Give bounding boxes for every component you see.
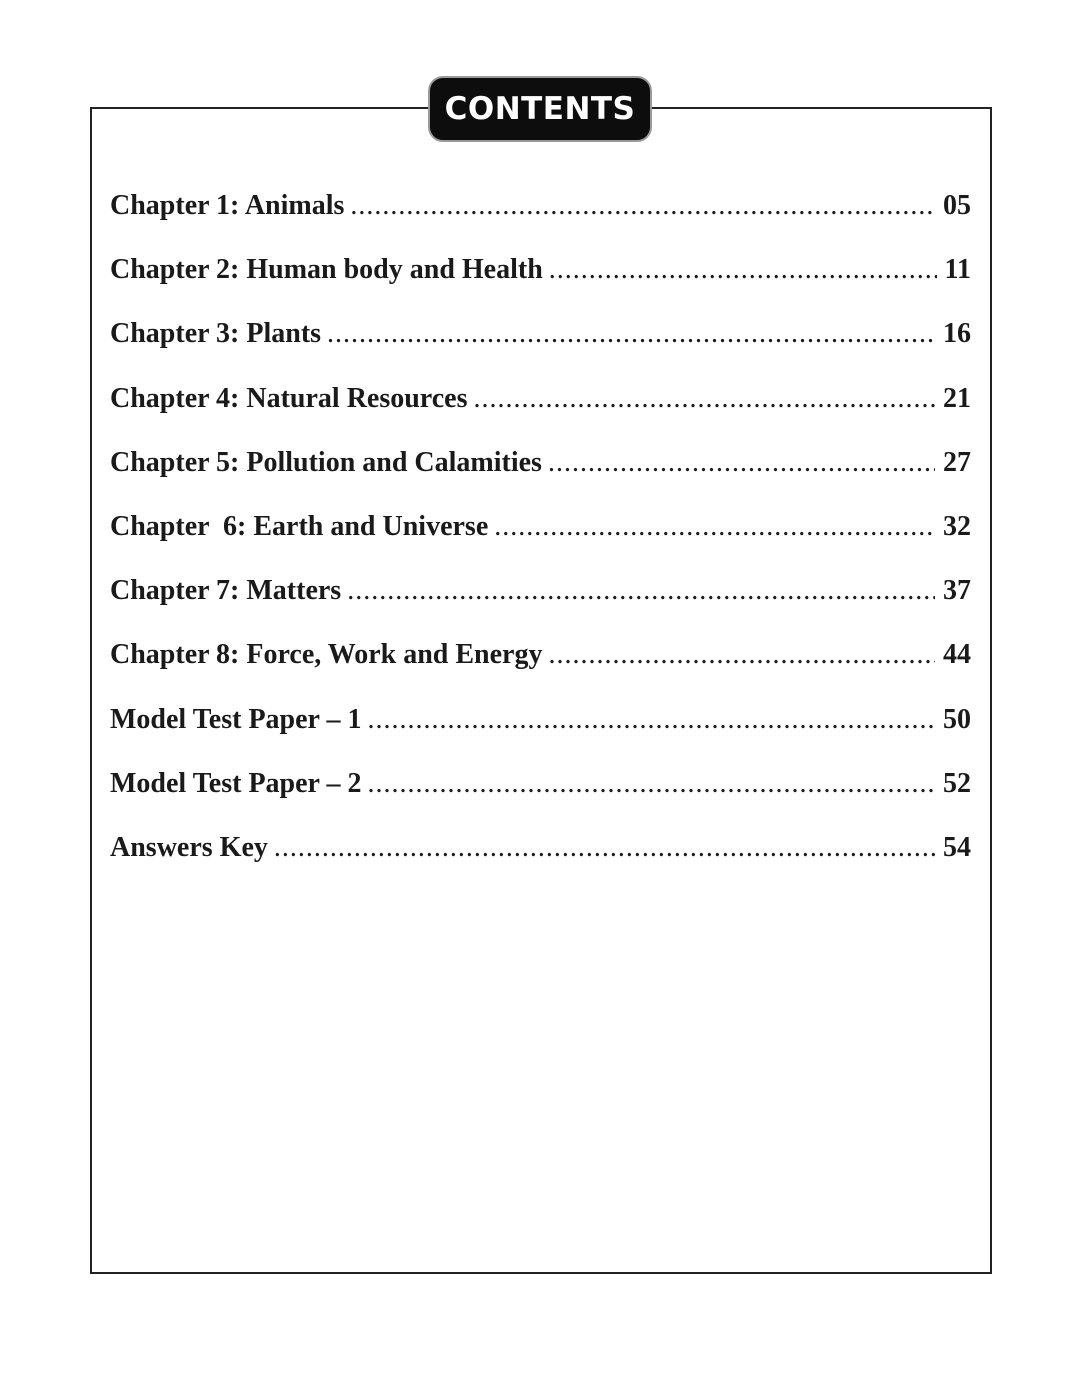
contents-heading: CONTENTS bbox=[428, 76, 652, 142]
toc-entry[interactable] bbox=[110, 704, 971, 768]
toc-entry[interactable] bbox=[110, 383, 971, 447]
toc-entry[interactable] bbox=[110, 447, 971, 511]
entry-title: Chapter 8: Force, Work and Energy bbox=[110, 639, 543, 671]
dot-leader bbox=[494, 511, 935, 543]
toc-entry[interactable] bbox=[110, 768, 971, 832]
dot-leader bbox=[473, 383, 935, 415]
toc-entry[interactable] bbox=[110, 511, 971, 575]
entry-page: 11 bbox=[944, 254, 971, 286]
entry-page: 52 bbox=[943, 767, 971, 799]
entry-page: 21 bbox=[943, 382, 971, 414]
dot-leader bbox=[274, 832, 935, 864]
dot-leader bbox=[367, 704, 935, 736]
dot-leader bbox=[350, 190, 935, 222]
entry-title: Model Test Paper – 2 bbox=[110, 767, 362, 799]
toc-entry[interactable] bbox=[110, 254, 971, 318]
dot-leader bbox=[548, 447, 935, 479]
entry-page: 16 bbox=[943, 318, 971, 350]
entry-title: Chapter 3: Plants bbox=[110, 318, 322, 350]
entry-title: Chapter 2: Human body and Health bbox=[110, 254, 543, 286]
table-of-contents bbox=[110, 190, 971, 896]
dot-leader bbox=[327, 318, 935, 350]
dot-leader bbox=[548, 639, 935, 671]
toc-entry[interactable] bbox=[110, 190, 971, 254]
entry-title: Model Test Paper – 1 bbox=[110, 703, 362, 735]
entry-page: 27 bbox=[943, 446, 971, 478]
dot-leader bbox=[549, 254, 937, 286]
entry-page: 44 bbox=[943, 639, 971, 671]
toc-entry[interactable] bbox=[110, 832, 971, 896]
entry-page: 37 bbox=[943, 575, 971, 607]
entry-page: 54 bbox=[943, 831, 971, 863]
entry-title: Chapter 1: Animals bbox=[110, 190, 345, 221]
toc-entry[interactable] bbox=[110, 639, 971, 703]
entry-title: Chapter 7: Matters bbox=[110, 575, 342, 607]
entry-title: Chapter 4: Natural Resources bbox=[110, 382, 468, 414]
toc-entry[interactable] bbox=[110, 575, 971, 639]
dot-leader bbox=[347, 575, 935, 607]
entry-page: 05 bbox=[943, 190, 971, 221]
entry-page: 50 bbox=[943, 703, 971, 735]
entry-title: Chapter 6: Earth and Universe bbox=[110, 510, 489, 542]
dot-leader bbox=[367, 768, 935, 800]
toc-entry[interactable] bbox=[110, 318, 971, 382]
entry-title: Chapter 5: Pollution and Calamities bbox=[110, 446, 542, 478]
entry-title: Answers Key bbox=[110, 831, 268, 863]
entry-page: 32 bbox=[943, 510, 971, 542]
